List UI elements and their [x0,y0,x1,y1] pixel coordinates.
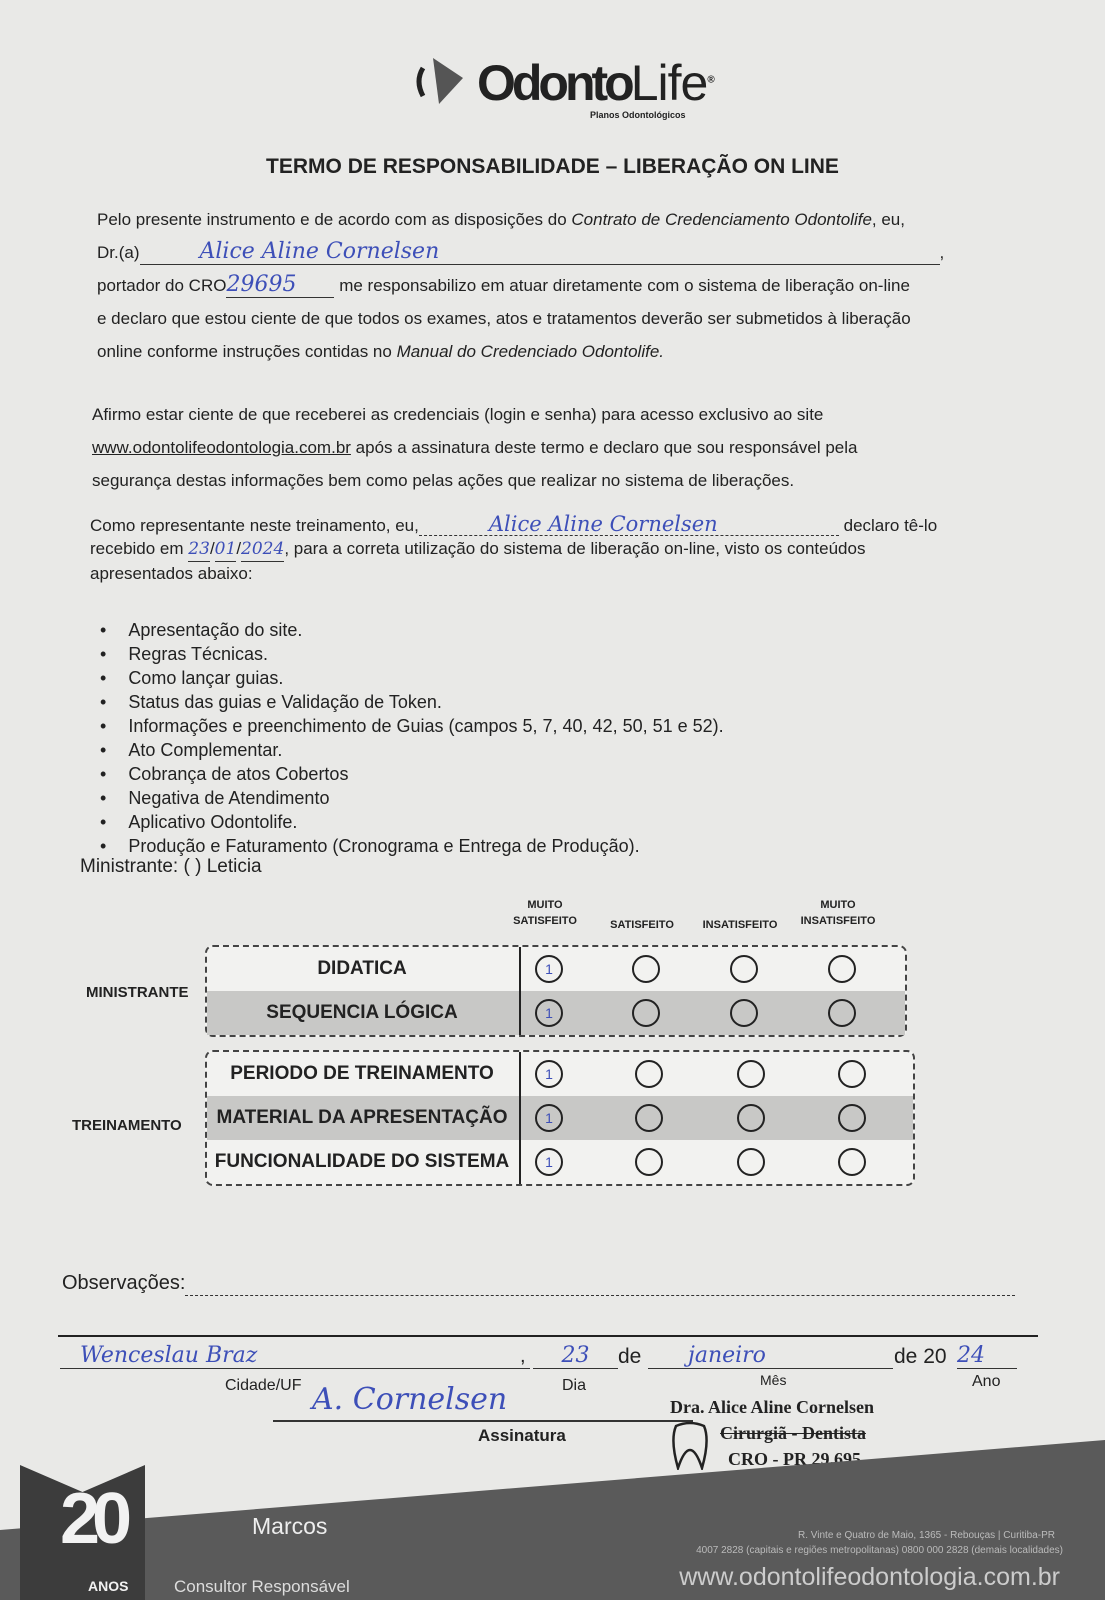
month-field[interactable]: 01 [215,538,237,562]
column-header: MUITO INSATISFEITO [800,899,876,927]
column-header: INSATISFEITO [702,919,778,931]
divider [58,1335,1038,1337]
rating-radio[interactable] [828,999,856,1027]
rating-radio-selected[interactable]: 1 [535,955,563,983]
dr-label: Dr.(a) [97,243,140,262]
group-label-treinamento: TREINAMENTO [72,1117,182,1134]
footer-address: R. Vinte e Quatro de Maio, 1365 - Rebouças | Curitiba-PR [798,1530,1055,1541]
column-header: MUITO SATISFEITO [513,899,577,927]
paragraph-1: Pelo presente instrumento e de acordo com as disposições do Contrato de Credenciamento Odontolife, eu, Dr.(a) Alice Aline Cornelsen , portador do CRO29695 me responsabilizo em atuar diretamente com o sistema de liberação on-line e declaro que estou ciente de que todos os exames, atos e tratamentos deverão ser submetidos à liberação online conforme instruções contidas no Manual do Credenciado Odontolife. [97,203,987,368]
topic-item: • Informações e preenchimento de Guias (campos 5, 7, 40, 42, 50, 51 e 52). [100,714,724,738]
stamp-cro: CRO - PR 29.695 [728,1449,861,1469]
text: após a assinatura deste termo e declaro que sou responsável pela [350,438,858,457]
signature-line [273,1420,693,1422]
manual-name: Manual do Credenciado Odontolife. [396,342,665,361]
brand-bold: Odonto [477,55,631,111]
text: me responsabilizo em atuar diretamente com o sistema de liberação on-line [339,276,910,295]
rating-radio-selected[interactable]: 1 [535,1060,563,1088]
stamp-name: Dra. Alice Aline Cornelsen [670,1397,874,1417]
rating-table-treinamento [205,1050,915,1186]
rating-radio-selected[interactable]: 1 [535,999,563,1027]
rating-radio[interactable] [635,1060,663,1088]
group-label-ministrante: MINISTRANTE [86,984,189,1001]
odontolife-logo [415,50,711,125]
topics-list [100,618,724,858]
rating-row [207,1052,913,1096]
year-prefix: de 20 [894,1345,947,1368]
criterion-label: MATERIAL DA APRESENTAÇÃO [216,1107,508,1128]
registered-mark: ® [707,74,711,86]
tooth-icon [670,1420,710,1470]
text: online conforme instruções contidas no [97,342,397,361]
topic-item: • Negativa de Atendimento [100,786,724,810]
consultant-label: Consultor Responsável [174,1577,350,1596]
anniversary-label: ANOS [88,1578,129,1594]
text: , para a correta utilização do sistema de liberação on-line, visto os conteúdos [284,539,866,558]
criterion-label: SEQUENCIA LÓGICA [266,1002,458,1023]
topic-item: • Apresentação do site. [100,618,724,642]
signature-label: Assinatura [478,1426,566,1445]
rating-radio[interactable] [635,1104,663,1132]
rating-radio[interactable] [737,1104,765,1132]
column-header: SATISFEITO [610,919,674,931]
rating-radio[interactable] [838,1148,866,1176]
criterion-label: PERIODO DE TREINAMENTO [230,1063,494,1084]
rating-radio[interactable] [737,1148,765,1176]
day-label: Dia [562,1377,587,1394]
observations-label: Observações: [62,1272,186,1294]
website-link[interactable]: www.odontolifeodontologia.com.br [92,438,351,457]
logo-mark-icon [415,56,470,106]
consultant-name: Marcos [252,1513,328,1539]
representative-name-field[interactable]: Alice Aline Cornelsen [419,513,839,536]
rating-radio-selected[interactable]: 1 [535,1104,563,1132]
text: Pelo presente instrumento e de acordo com as disposições do [97,210,572,229]
logo-tagline: Planos Odontológicos [590,110,686,120]
document-title: TERMO DE RESPONSABILIDADE – LIBERAÇÃO ON LINE [266,155,839,178]
year-field[interactable]: 2024 [241,538,284,562]
rating-radio[interactable] [730,955,758,983]
observations [62,1272,1015,1296]
rating-row [207,991,905,1035]
topic-item: • Ato Complementar. [100,738,724,762]
brand-light: Life [630,55,708,111]
anniversary-number: 20 [60,1479,125,1559]
day-field[interactable]: 23 [188,538,210,562]
topic-item: • Como lançar guias. [100,666,724,690]
rating-radio[interactable] [635,1148,663,1176]
rating-radio[interactable] [730,999,758,1027]
rating-radio[interactable] [632,999,660,1027]
paragraph-2 [92,398,982,497]
topic-item: • Cobrança de atos Cobertos [100,762,724,786]
paragraph-3: Como representante neste treinamento, eu, Alice Aline Cornelsen declaro tê-lo recebido em 23/01/2024, para a correta utilização do sistema de liberação on-line, visto os conteúdos apresentados abaixo: [90,513,990,585]
topic-item: • Regras Técnicas. [100,642,724,666]
rating-radio-selected[interactable]: 1 [535,1148,563,1176]
cro-label: portador do CRO [97,276,227,295]
footer-phones: 4007 2828 (capitais e regiões metropolitanas) 0800 000 2828 (demais localidades) [696,1545,1063,1556]
stamp-role: Cirurgiã - Dentista [720,1423,866,1443]
contract-name: Contrato de Credenciamento Odontolife [571,210,872,229]
rating-row [207,1140,913,1184]
rating-row [207,947,905,991]
rating-radio[interactable] [838,1060,866,1088]
text: declaro tê-lo [843,516,938,535]
year-label: Ano [972,1373,1001,1390]
observations-field[interactable] [185,1272,1015,1296]
topic-item: • Status das guias e Validação de Token. [100,690,724,714]
cro-field[interactable]: 29695 [226,273,334,298]
ministrante-line: Ministrante: ( ) Leticia [80,856,262,877]
rating-table-ministrante [205,945,907,1037]
text: recebido em [90,539,184,558]
de-text: de [618,1345,642,1368]
city-field[interactable]: Wenceslau Braz [60,1343,530,1369]
city-label: Cidade/UF [225,1377,302,1394]
rating-radio[interactable] [737,1060,765,1088]
year-field[interactable]: 24 [957,1343,1017,1369]
criterion-label: FUNCIONALIDADE DO SISTEMA [214,1151,510,1172]
rating-radio[interactable] [828,955,856,983]
rating-radio[interactable] [632,955,660,983]
topic-item: • Aplicativo Odontolife. [100,810,724,834]
text: , eu, [871,210,905,229]
text: Afirmo estar ciente de que receberei as credenciais (login e senha) para acesso exclusivo ao site [92,405,824,424]
dr-name-field[interactable]: Alice Aline Cornelsen [140,240,940,265]
day-field[interactable]: 23 [533,1343,618,1369]
month-field[interactable]: janeiro [648,1343,893,1369]
rating-radio[interactable] [838,1104,866,1132]
text: segurança destas informações bem como pelas ações que realizar no sistema de liberações. [92,471,795,490]
topic-item: • Produção e Faturamento (Cronograma e Entrega de Produção). [100,834,724,858]
month-label: Mês [760,1372,787,1388]
criterion-label: DIDATICA [317,958,407,979]
text: Como representante neste treinamento, eu, [90,516,419,535]
text: e declaro que estou ciente de que todos os exames, atos e tratamentos deverão ser submetidos à liberação [97,309,911,328]
rating-row [207,1096,913,1140]
text: apresentados abaixo: [90,564,253,583]
signature: A. Cornelsen [312,1382,508,1417]
footer-website[interactable]: www.odontolifeodontologia.com.br [679,1563,1060,1591]
professional-stamp [670,1394,874,1472]
